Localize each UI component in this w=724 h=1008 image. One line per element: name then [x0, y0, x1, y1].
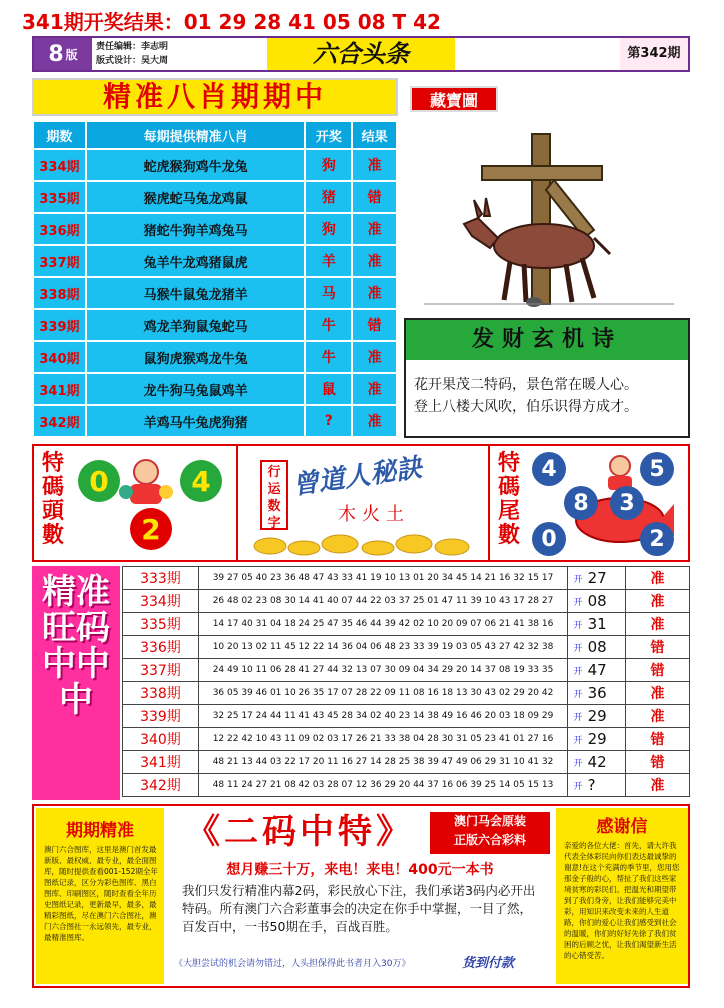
- special-cell: 27: [588, 567, 626, 590]
- special-head-label: 特碼頭數: [41, 451, 64, 548]
- poem-line-1: 花开果茂二特码，景色常在暖人心。: [414, 377, 638, 393]
- editor-line-1: 责任编辑：李志明: [96, 42, 169, 52]
- numbers-cell: 48 11 24 27 21 08 42 03 28 07 12 36 29 20 44 37 16 06 39 25 14 05 15 13: [198, 774, 567, 797]
- special-cell: 31: [588, 613, 626, 636]
- zodiac-cell: 鸡龙羊狗鼠兔蛇马: [86, 309, 306, 341]
- cartoon-kid-icon: [116, 456, 176, 506]
- head-ball-3: 2: [130, 508, 172, 550]
- wang-ma-label-panel: [32, 566, 120, 800]
- left-promo-text: 澳门六合图库，这里是澳门首发最新版、最权威、最专业，最全面图库，随时提供查看001-152期全年图纸记录，区分为彩色图库、黑白图库、印刷图区，随时查看全年历史图纸记录，更新最早，最多，最精彩图纸，尽在澳门六合图社，澳门六合图社一永远领先，最专业，最精准图库。: [44, 845, 158, 942]
- result-cell: 错: [626, 636, 690, 659]
- table-row: [33, 181, 397, 213]
- open-tag: 开: [568, 728, 588, 751]
- zodiac-cell: 猪蛇牛狗羊鸡兔马: [86, 213, 306, 245]
- zodiac-cell: 蛇虎猴狗鸡牛龙兔: [86, 149, 306, 181]
- earn-slogan: 想月赚三十万，来电！来电！400元一本书: [226, 862, 494, 878]
- tail-ball-3: 8: [564, 486, 598, 520]
- table-row: [123, 613, 690, 636]
- table-row: [123, 682, 690, 705]
- open-tag: 开: [568, 636, 588, 659]
- thanks-letter-text: 亲爱的各位大佬：首先，请大许我代表全体彩民向你们表达最诚挚的谢意!在这个充满的季节里，您用您那金子般的心，帮扯了我们这些家境贫寒的彩民们。把温光和期望带到了我们身旁，让我们能够完美中彩，用知识来改变未来的人生道路，你们的爱心让我们感受到社会的温暖，你们的好好先徐了我们贫困的后顾之忧，让我们渴望新生活的心错受苦。: [564, 841, 680, 960]
- five-elements-text: 木火土: [338, 504, 410, 525]
- period-cell: 337期: [123, 659, 199, 682]
- numbers-cell: 12 22 42 10 43 11 09 02 03 17 26 21 33 38 04 28 30 31 05 23 41 01 27 16: [198, 728, 567, 751]
- period-cell: 338期: [33, 277, 86, 309]
- header-result: 结果: [352, 121, 397, 149]
- result-cell: 准: [626, 567, 690, 590]
- result-cell: 错: [626, 728, 690, 751]
- special-numbers-panel: [32, 444, 690, 562]
- secret-title: 曾道人秘訣: [290, 453, 424, 501]
- period-cell: 342期: [33, 405, 86, 437]
- result-cell: 准: [626, 705, 690, 728]
- period-cell: 342期: [123, 774, 199, 797]
- result-cell: 准: [352, 277, 397, 309]
- period-cell: 339期: [123, 705, 199, 728]
- treasure-map-illustration: [404, 120, 690, 312]
- luck-panel: [236, 446, 490, 560]
- edition-unit: 版: [65, 47, 78, 62]
- table-row: [123, 751, 690, 774]
- result-cell: 错: [352, 309, 397, 341]
- period-cell: 333期: [123, 567, 199, 590]
- open-tag: 开: [568, 659, 588, 682]
- promo-description: 我们只发行精准内幕2码，彩民放心下注，我们承诺3码内必开出特码。所有澳门六合彩董事会的决定在你手中掌握，一目了然，百发百中，一书50期在手，百战百胜。: [182, 883, 536, 934]
- numbers-cell: 32 25 17 24 44 11 41 43 45 28 34 02 40 23 14 38 49 16 46 20 03 18 09 29: [198, 705, 567, 728]
- table-row: [123, 567, 690, 590]
- result-cell: 错: [626, 659, 690, 682]
- table-row: [123, 705, 690, 728]
- period-cell: 341期: [33, 373, 86, 405]
- period-cell: 337期: [33, 245, 86, 277]
- result-cell: 准: [626, 613, 690, 636]
- open-cell: 狗: [305, 149, 352, 181]
- zodiac-cell: 鼠狗虎猴鸡龙牛兔: [86, 341, 306, 373]
- issue-number: 第342期: [620, 38, 688, 70]
- numbers-cell: 24 49 10 11 06 28 41 27 44 32 13 07 30 09 04 34 29 20 14 37 08 19 33 35: [198, 659, 567, 682]
- numbers-cell: 10 20 13 02 11 45 12 22 14 36 04 06 48 23 33 39 19 03 05 43 27 42 32 38: [198, 636, 567, 659]
- table-row: [33, 245, 397, 277]
- special-cell: 47: [588, 659, 626, 682]
- tail-ball-6: 2: [640, 522, 674, 556]
- table-row: [123, 774, 690, 797]
- poem-title: 发财玄机诗: [406, 320, 688, 360]
- left-promo-title: 期期精准: [66, 821, 134, 841]
- result-cell: 准: [626, 774, 690, 797]
- thanks-letter-title: 感谢信: [596, 817, 648, 837]
- result-cell: 准: [626, 682, 690, 705]
- numbers-cell: 39 27 05 40 23 36 48 47 43 33 41 19 10 13 01 20 34 45 14 21 16 32 15 17: [198, 567, 567, 590]
- table-row: [33, 373, 397, 405]
- eight-zodiac-table: [32, 120, 398, 438]
- head-ball-2: 4: [180, 460, 222, 502]
- zodiac-cell: 猴虎蛇马兔龙鸡鼠: [86, 181, 306, 213]
- cartoon-kid-icon: [600, 452, 640, 492]
- open-tag: 开: [568, 567, 588, 590]
- special-cell: 42: [588, 751, 626, 774]
- table-row: [33, 341, 397, 373]
- open-tag: 开: [568, 682, 588, 705]
- special-cell: 29: [588, 705, 626, 728]
- period-cell: 339期: [33, 309, 86, 341]
- tail-ball-5: 0: [532, 522, 566, 556]
- donkey-post-illustration: [404, 120, 690, 312]
- period-cell: 335期: [33, 181, 86, 213]
- special-cell: 36: [588, 682, 626, 705]
- gold-ingots-icon: [248, 532, 482, 556]
- result-cell: 准: [626, 590, 690, 613]
- wang-ma-table: [122, 566, 690, 797]
- zodiac-cell: 马猴牛鼠兔龙猪羊: [86, 277, 306, 309]
- table-header-row: [33, 121, 397, 149]
- numbers-cell: 26 48 02 23 08 30 14 41 40 07 44 22 03 37 25 01 47 11 39 10 43 17 28 27: [198, 590, 567, 613]
- period-cell: 336期: [123, 636, 199, 659]
- table-row: [123, 659, 690, 682]
- tail-ball-4: 3: [610, 486, 644, 520]
- period-cell: 340期: [123, 728, 199, 751]
- result-cell: 错: [626, 751, 690, 774]
- wang-ma-label: 精准旺码中中中: [42, 572, 110, 720]
- open-cell: 猪: [305, 181, 352, 213]
- open-cell: 狗: [305, 213, 352, 245]
- zodiac-cell: 龙牛狗马兔鼠鸡羊: [86, 373, 306, 405]
- editor-credits: [96, 40, 168, 68]
- numbers-cell: 36 05 39 46 01 10 26 35 17 07 28 22 09 11 08 16 18 13 30 43 02 29 20 42: [198, 682, 567, 705]
- open-cell: 鼠: [305, 373, 352, 405]
- open-tag: 开: [568, 705, 588, 728]
- macau-tag-line-1: 澳门马会原装: [453, 814, 526, 828]
- result-cell: 准: [352, 213, 397, 245]
- result-cell: 准: [352, 405, 397, 437]
- special-cell: ?: [588, 774, 626, 797]
- macau-tag-line-2: 正版六合彩料: [453, 833, 526, 847]
- top-result-banner: 341期开奖结果：01 29 28 41 05 08 T 42: [22, 10, 441, 34]
- result-cell: 准: [352, 245, 397, 277]
- special-tail-label: 特碼尾數: [497, 451, 520, 548]
- open-cell: 牛: [305, 309, 352, 341]
- bottom-promo-section: [32, 804, 690, 988]
- open-tag: 开: [568, 590, 588, 613]
- editor-line-2: 版式设计：吴大周: [96, 56, 169, 66]
- table-row: [33, 405, 397, 437]
- tail-ball-2: 5: [640, 452, 674, 486]
- eight-zodiac-title: 精准八肖期期中: [32, 78, 398, 116]
- open-tag: 开: [568, 751, 588, 774]
- zodiac-cell: 羊鸡马牛兔虎狗猪: [86, 405, 306, 437]
- table-row: [123, 728, 690, 751]
- open-cell: 羊: [305, 245, 352, 277]
- center-promo-panel: [168, 808, 552, 984]
- special-cell: 29: [588, 728, 626, 751]
- table-row: [123, 590, 690, 613]
- table-row: [123, 636, 690, 659]
- poem-text: [414, 374, 684, 418]
- header-period: 期数: [33, 121, 86, 149]
- period-cell: 334期: [123, 590, 199, 613]
- open-cell: ?: [305, 405, 352, 437]
- open-cell: 马: [305, 277, 352, 309]
- paper-name: 六合头条: [267, 38, 455, 70]
- thanks-letter-panel: [556, 808, 688, 984]
- numbers-cell: 48 21 13 44 03 22 17 20 11 16 27 14 28 25 38 39 47 49 06 29 31 10 41 32: [198, 751, 567, 774]
- result-cell: 准: [352, 341, 397, 373]
- table-row: [33, 277, 397, 309]
- cash-on-delivery-note: 货到付款: [462, 956, 515, 971]
- table-row: [33, 213, 397, 245]
- poem-box: [404, 318, 690, 438]
- luck-number-label: 行运数字: [260, 460, 288, 530]
- period-cell: 335期: [123, 613, 199, 636]
- table-row: [33, 309, 397, 341]
- period-cell: 334期: [33, 149, 86, 181]
- special-cell: 08: [588, 590, 626, 613]
- edition-number: 8: [48, 41, 64, 67]
- promo-footnote: 《大胆尝试的机会请勿错过，人头担保得此书者月入30万》: [174, 959, 411, 969]
- header-bar: [32, 36, 690, 72]
- result-cell: 错: [352, 181, 397, 213]
- result-cell: 准: [352, 149, 397, 181]
- period-cell: 340期: [33, 341, 86, 373]
- edition-badge: [34, 38, 92, 70]
- treasure-map-label: 藏寶圖: [410, 86, 498, 112]
- table-row: [33, 149, 397, 181]
- header-open: 开奖: [305, 121, 352, 149]
- numbers-cell: 14 17 40 31 04 18 24 25 47 35 46 44 39 42 02 10 20 09 07 06 21 41 38 16: [198, 613, 567, 636]
- macau-original-tag: [430, 812, 550, 854]
- period-cell: 336期: [33, 213, 86, 245]
- two-code-title: 《二码中特》: [186, 812, 414, 852]
- period-cell: 341期: [123, 751, 199, 774]
- head-ball-1: 0: [78, 460, 120, 502]
- poem-line-2: 登上八楼大风吹，伯乐识得方成才。: [414, 399, 638, 415]
- open-tag: 开: [568, 613, 588, 636]
- header-zodiacs: 每期提供精准八肖: [86, 121, 306, 149]
- tail-ball-1: 4: [532, 452, 566, 486]
- zodiac-cell: 兔羊牛龙鸡猪鼠虎: [86, 245, 306, 277]
- open-tag: 开: [568, 774, 588, 797]
- special-cell: 08: [588, 636, 626, 659]
- period-cell: 338期: [123, 682, 199, 705]
- open-cell: 牛: [305, 341, 352, 373]
- left-promo-panel: [36, 808, 164, 984]
- result-cell: 准: [352, 373, 397, 405]
